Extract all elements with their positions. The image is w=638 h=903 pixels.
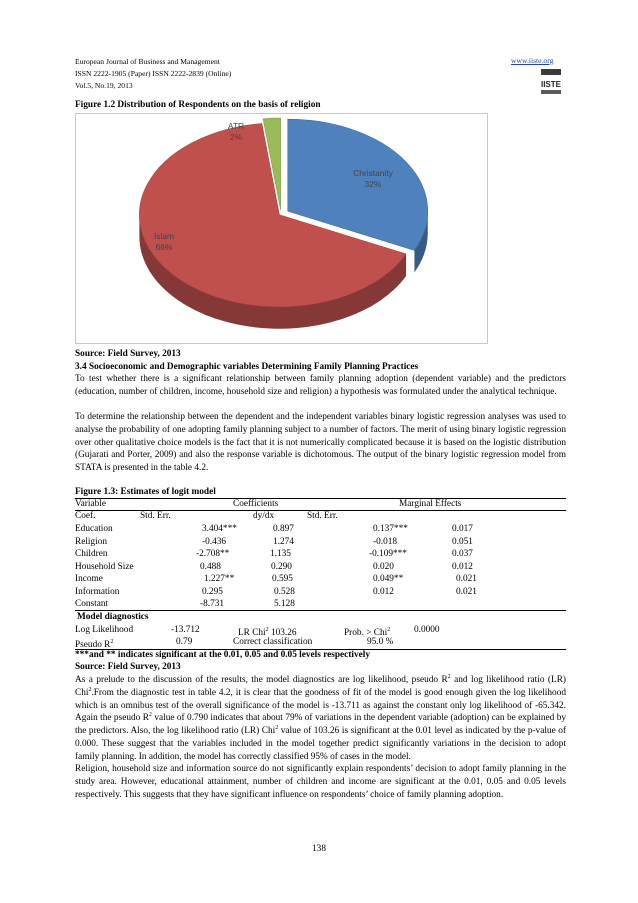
cell-coef: 0.488: [200, 561, 221, 572]
log-likelihood-value: -13.712: [171, 624, 200, 635]
table-row: [75, 561, 566, 574]
table-row: [75, 536, 566, 549]
source-note-2: Source: Field Survey, 2013: [75, 662, 181, 672]
page-number: 138: [312, 844, 326, 854]
correct-classification-value: 95.0 %: [367, 637, 394, 647]
paragraph-2: To determine the relationship between the dependent and the independent variables binary logistic regression analyses was used to analyse the probability of one adopting family planning subject to a number of factors. The merit of using binary logistic regression over other qualitative choice models is the fact that it is not numerically complicated because it is based on the logistic distribution (Gujarati and Porter, 2009) and also the response variable is dichotomous. The output of the binary logistic regression model from STATA is presented in the table 4.2.: [75, 412, 566, 474]
cell-variable: Information: [75, 586, 120, 597]
pie-percent-atr: 2%: [229, 132, 243, 142]
paragraph-3-part: As a prelude to the discussion of the results, the model diagnostics are log likelihood, pseudo R: [75, 675, 448, 685]
pie-label-christanity: Christanity: [353, 168, 393, 178]
cell-se: 0.897: [273, 524, 294, 534]
cell-se: 1.274: [273, 536, 294, 547]
cell-coef: -2.708**: [196, 549, 230, 559]
diagnostics-title: Model diagnostics: [77, 612, 149, 622]
pseudo-r2-value: 0.79: [176, 637, 193, 647]
paragraph-1: To test whether there is a significant relationship between family planning adoption (dependent variable) and the predictors (education, number of children, income, household size and religion) a hypothesis was formulated under the analytical technique.: [75, 374, 566, 397]
table-row: [75, 548, 566, 561]
cell-se: 0.528: [274, 586, 295, 597]
paragraph-4: Religion, household size and information source do not significantly explain respondents’ decision to adopt family planning in the study area. However, educational attainment, number of children and income are significant at the 0.01, 0.05 and 0.05 levels respectively. This suggests that they have significant influence on respondents’ choice of family planning adoption.: [75, 764, 566, 800]
table-row: [75, 598, 566, 611]
iiste-logo: [540, 68, 562, 101]
journal-volume: Vol.5, No.19, 2013: [75, 81, 133, 90]
journal-name: European Journal of Business and Management: [75, 57, 220, 66]
cell-variable: Household Size: [75, 561, 134, 572]
correct-classification-label: Correct classification: [233, 637, 313, 647]
cell-coef: 0.295: [202, 586, 223, 597]
pseudo-r2-label: Pseudo R: [75, 640, 111, 651]
table-title: Figure 1.3: Estimates of logit model: [75, 487, 216, 497]
lr-chi-value: 103.26: [268, 627, 297, 638]
cell-variable: Children: [75, 549, 108, 559]
pie-chart-frame: [75, 113, 488, 344]
cell-coef: 3.404***: [202, 524, 237, 534]
paragraph-3-part: value of 0.790 indicates that about 79% of variations in the dependent variable (adoption) can be explained by the predictors. Also, the log likelihood ratio (LR) Chi: [75, 713, 567, 737]
col-dydx-header: dy/dx: [253, 511, 275, 521]
cell-coef: -0.436: [202, 536, 227, 547]
col-marginal-header: Marginal Effects: [399, 499, 462, 509]
source-note-1: Source: Field Survey, 2013: [75, 349, 181, 359]
cell-se: 0.290: [271, 561, 292, 572]
figure-title: Figure 1.2 Distribution of Respondents on the basis of religion: [75, 100, 321, 110]
table-row: [75, 573, 566, 586]
superscript: 2: [447, 673, 451, 680]
lr-chi-label: LR Chi: [238, 627, 266, 638]
superscript: 2: [148, 712, 152, 719]
prob-chi-value: 0.0000: [414, 624, 440, 635]
cell-variable: Religion: [75, 536, 108, 547]
superscript: 2: [88, 686, 92, 693]
cell-se2: 0.051: [452, 536, 473, 547]
lr-chi-sup: 2: [265, 626, 269, 633]
diagnostics-row-2: [75, 636, 566, 649]
cell-coef: -8.731: [200, 599, 225, 609]
pie-percent-islam: 66%: [155, 242, 173, 252]
religion-pie-chart: [76, 114, 487, 343]
table-row: [75, 523, 566, 536]
prob-chi-label: Prob. > Chi: [344, 627, 388, 638]
table-header-row-2: [75, 510, 566, 523]
log-likelihood-label: Log Likelihood: [75, 624, 134, 635]
table-body-rule: [75, 610, 566, 611]
cell-dydx: -0.018: [373, 536, 398, 547]
cell-se2: 0.012: [452, 561, 473, 572]
cell-dydx: 0.012: [373, 586, 394, 597]
cell-se: 1.135: [270, 549, 291, 559]
cell-se2: 0.021: [456, 574, 477, 584]
paragraph-3-part: value of 103.26 is significant at the 0.01 level as indicated by the p-value of 0.000. These suggest that the variables included in the model together predict significantly variations in the decision to adopt family planning. In addition, the model has correctly classified 95% of cases in the model.: [75, 726, 566, 762]
significance-note: ***and ** indicates significant at the 0.01, 0.05 and 0.05 levels respectively: [75, 650, 370, 660]
pie-percent-christanity: 32%: [364, 179, 382, 189]
cell-se: 5.128: [274, 599, 295, 609]
col-stderr2-header: Std. Err.: [307, 511, 338, 521]
logo-text: IISTE: [540, 80, 562, 89]
cell-variable: Constant: [75, 599, 109, 609]
col-variable-header: Variable: [75, 499, 106, 509]
paragraph-3: [75, 674, 566, 764]
cell-se: 0.595: [272, 574, 293, 584]
paragraph-3-part: .From the diagnostic test in table 4.2, it is clear that the goodness of fit of the model is good enough given the log likelihood which is an omnibus test of the overall significance of the model is -13.711 as against the constant only log likelihood of -65.342. Again the pseudo R: [75, 687, 566, 724]
col-coefficients-header: Coefficients: [233, 499, 279, 509]
journal-url-link[interactable]: www.iiste.org: [511, 56, 554, 65]
pie-label-atr: ATR: [227, 121, 245, 131]
cell-dydx: -0.109***: [369, 549, 407, 559]
superscript: 2: [275, 725, 279, 732]
cell-dydx: 0.137***: [373, 524, 408, 534]
cell-se2: 0.017: [452, 524, 473, 534]
pie-label-islam: Islam: [153, 231, 175, 241]
cell-dydx: 0.049**: [373, 574, 404, 584]
table-header-row-1: [75, 498, 566, 511]
table-row: [75, 586, 566, 599]
pseudo-r2-sup: 2: [110, 639, 114, 645]
col-stderr-header: Std. Err.: [140, 511, 171, 521]
cell-se2: 0.037: [452, 549, 473, 559]
journal-issn: ISSN 2222-1905 (Paper) ISSN 2222-2839 (Online): [75, 69, 232, 78]
cell-variable: Income: [75, 574, 103, 584]
diagnostics-row-1: [75, 624, 566, 637]
paragraph-3-part: and log likelihood ratio (LR) Chi: [75, 675, 566, 698]
cell-dydx: 0.020: [373, 561, 394, 572]
cell-variable: Education: [75, 524, 113, 534]
cell-coef: 1.227**: [204, 574, 235, 584]
col-coef-header: Coef.: [75, 511, 96, 521]
prob-chi-sup: 2: [387, 626, 391, 633]
cell-se2: 0.021: [456, 586, 477, 597]
section-heading: 3.4 Socioeconomic and Demographic variables Determining Family Planning Practices: [75, 362, 419, 372]
